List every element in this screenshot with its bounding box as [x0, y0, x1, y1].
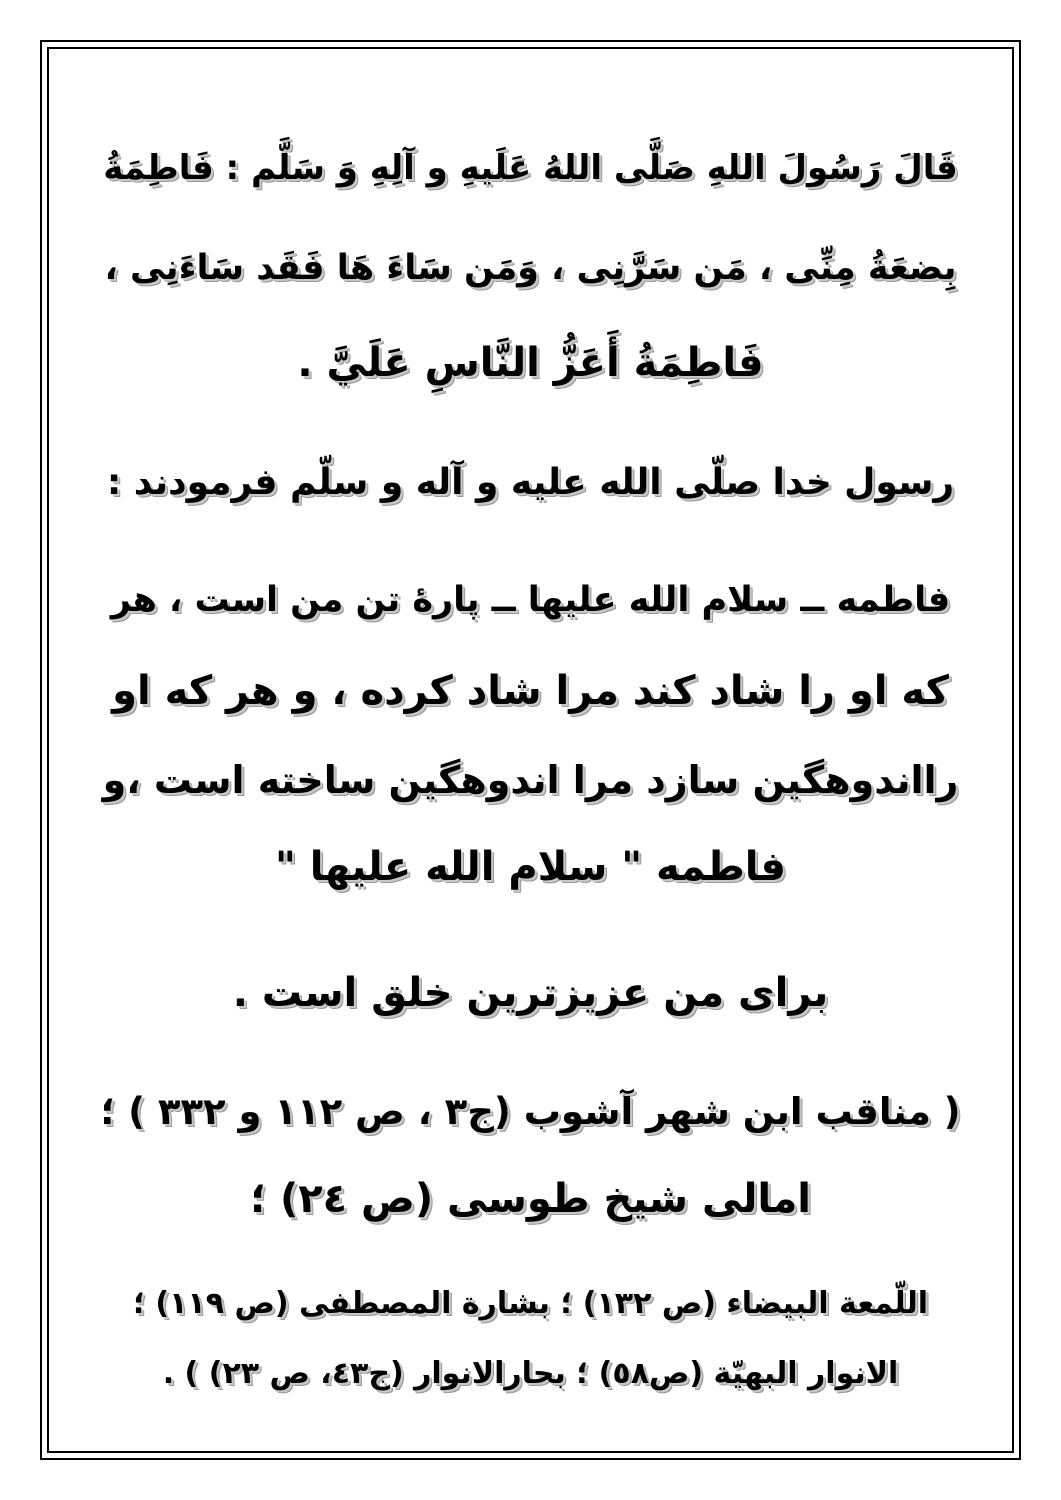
document-body — [100, 0, 961, 1500]
arabic-hadith-line-3: فَاطِمَةُ أَعَزُّ النَّاسِ عَلَيَّ . — [297, 340, 764, 386]
persian-intro: رسول خدا صلّى الله عليه و آله و سلّم فرمودند : — [106, 462, 955, 503]
persian-translation-line-1: فاطمه ــ سلام الله عليها ــ پارۀ تن من است ، هر — [110, 580, 951, 620]
arabic-hadith-line-2: بِضعَةُ مِنِّى ، مَن سَرَّنِى ، وَمَن سَاءَ هَا فَقَد سَاءَنِى ، — [104, 248, 957, 288]
sources-line-2: امالى شيخ طوسى (ص ٢٤) ؛ — [250, 1176, 811, 1222]
sources-line-4: الانوار البهيّة (ص٥٨) ؛ بحارالانوار (ج٤٣، ص ٢٣) ) . — [162, 1356, 899, 1391]
persian-translation-line-4: فاطمه " سلام الله عليها " — [274, 844, 786, 890]
sources-line-1: ( مناقب ابن شهر آشوب (ج٣ ، ص ١١٢ و ٣٣٢ ) ؛ — [100, 1090, 961, 1133]
persian-translation-line-3: رااندوهگين سازد مرا اندوهگين ساخته است ،و — [102, 758, 959, 802]
arabic-hadith-line-1: قَالَ رَسُولَ اللهِ صَلَّى اللهُ عَلَيهِ و آلِهِ وَ سَلَّم : فَاطِمَةُ — [103, 148, 958, 188]
persian-translation-line-5: براى من عزيزترين خلق است . — [232, 970, 829, 1016]
persian-translation-line-2: كه او را شاد كند مرا شاد كرده ، و هر كه او — [112, 668, 949, 714]
sources-line-3: اللّمعة البيضاء (ص ١٣٢) ؛ بشارة المصطفى (ص ١١٩) ؛ — [132, 1286, 929, 1321]
